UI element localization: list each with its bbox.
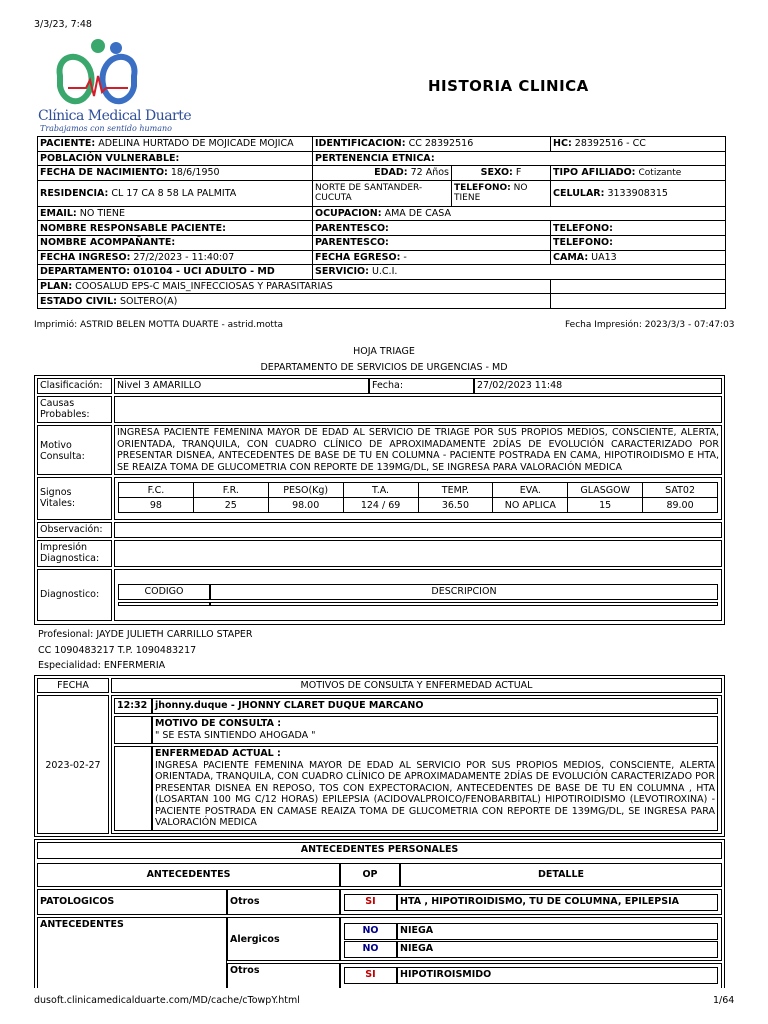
col-op: OP <box>340 863 400 887</box>
motivos-fecha: 2023-02-27 <box>37 695 109 834</box>
antecedentes-title: ANTECEDENTES PERSONALES <box>37 842 722 859</box>
fecha-label: Fecha: <box>369 378 474 394</box>
table-row: NOMBRE RESPONSABLE PACIENTE: PARENTESCO: TELEFONO: <box>38 221 726 236</box>
profesional-especialidad: Especialidad: ENFERMERIA <box>38 660 166 671</box>
vital-header: GLASGOW <box>568 483 643 498</box>
patologicos-op: SI <box>344 894 397 911</box>
printed-by: Imprimió: ASTRID BELEN MOTTA DUARTE - astrid.motta <box>34 320 284 330</box>
vital-header: PESO(Kg) <box>268 483 343 498</box>
impresion-value <box>114 540 722 567</box>
antecedentes-label: ANTECEDENTES <box>37 917 227 997</box>
patient-hc: 28392516 - CC <box>574 138 646 150</box>
print-date: Fecha Impresión: 2023/3/3 - 07:47:03 <box>565 320 735 330</box>
col-antecedentes: ANTECEDENTES <box>37 863 340 887</box>
table-row: DEPARTAMENTO: 010104 - UCI ADULTO - MD SERVICIO: U.C.I. <box>38 265 726 280</box>
vital-value: NO APLICA <box>493 498 568 513</box>
motivo-hora: 12:32 <box>114 698 152 714</box>
table-row: POBLACIÓN VULNERABLE: PERTENENCIA ETNICA: <box>38 151 726 166</box>
vital-value: 98 <box>119 498 194 513</box>
clasificacion-label: Clasificación: <box>37 378 112 394</box>
vital-header: TEMP. <box>418 483 493 498</box>
enfermedad-actual <box>152 746 718 831</box>
impresion-label: Impresión Diagnostica: <box>37 540 112 567</box>
patient-info-table <box>37 136 726 309</box>
vital-value: 124 / 69 <box>343 498 418 513</box>
clasificacion-value: Nivel 3 AMARILLO <box>114 378 369 394</box>
enfermedad-text: INGRESA PACIENTE FEMENINA MAYOR DE EDAD AL SERVICIO POR SUS PROPIOS MEDIOS, CONSCIENTE, ALERTA ORIENTADA, TRANQUILA, CON CUADRO CLÍNICO DE APROXIMADAMENTE 2DÍAS DE EVOLUCIÓN CARACTERIZADO POR PRESENTAR DISNEA EN REPOSO, TOS CON EXPECTORACION, ANTECEDENTES DE BASE DE TU EN COLUMNA , HTA (LOSARTAN 100 MG C/12 HORAS) EPILEPSIA (ACIDOVALPROICO/FENOBARBITAL) HIPOTIROIDISMO (LEVOTIROXINA) - PACIENTE POSTRADA EN CAMASE REAIZA TOMA DE GLUCOMETRIA CON REPORTE DE 139MG/DL, SE INGRESA PARA VALORACIÓN MEDICA <box>155 759 715 828</box>
enfermedad-spacer <box>114 746 152 831</box>
triage-title: HOJA TRIAGE <box>353 346 415 357</box>
clinic-slogan: Trabajamos con sentido humano <box>40 124 172 133</box>
motivo-spacer <box>114 716 152 744</box>
table-row: RESIDENCIA: CL 17 CA 8 58 LA PALMITA NORTE DE SANTANDER-CUCUTA TELEFONO: NO TIENE CELULAR: 3133908315 <box>38 180 726 206</box>
patologicos-label: PATOLOGICOS <box>37 889 227 915</box>
codigo-empty <box>118 602 210 606</box>
vital-header: SAT02 <box>643 483 718 498</box>
vital-header: EVA. <box>493 483 568 498</box>
fecha-value: 27/02/2023 11:48 <box>474 378 722 394</box>
alergicos-det-1: NIEGA <box>397 923 718 940</box>
vital-value: 98.00 <box>268 498 343 513</box>
alergicos-label: Alergicos <box>227 917 340 961</box>
patologicos-otros: Otros <box>227 889 340 915</box>
descripcion-empty <box>210 602 718 606</box>
col-detalle: DETALLE <box>400 863 722 887</box>
motivo-consulta-text: " SE ESTA SINTIENDO AHOGADA " <box>155 730 316 741</box>
observacion-label: Observación: <box>37 522 112 538</box>
causas-label: Causas Probables: <box>37 396 112 423</box>
diagnostico-label: Diagnostico: <box>37 569 112 621</box>
table-row: NOMBRE ACOMPAÑANTE: PARENTESCO: TELEFONO: <box>38 235 726 250</box>
table-row: FECHA DE NACIMIENTO: 18/6/1950 EDAD: 72 Años SEXO: F TIPO AFILIADO: Cotizante <box>38 166 726 181</box>
vitals-value-row <box>119 498 718 513</box>
motivo-consulta <box>152 716 718 744</box>
motivo-value: INGRESA PACIENTE FEMENINA MAYOR DE EDAD AL SERVICIO DE TRIAGE POR SUS PROPIOS MEDIOS, CONSCIENTE, ALERTA, ORIENTADA, TRANQUILA, CON CUADRO CLÍNICO DE APROXIMADAMENTE 2DÍAS DE EVOLUCIÓN CARACTERIZADO POR PRESENTAR DISNEA, ANTECEDENTES DE BASE DE TU EN COLUMNA - PACIENTE POSTRADA EN CAMA, HIPOTIROIDISMO E HTA, SE REAIZA TOMA DE GLUCOMETRIA CON REPORTE DE 139MG/DL, SE INGRESA PARA VALORACIÓN MEDICA <box>114 425 722 475</box>
vitals-header-row <box>119 483 718 498</box>
document-title: HISTORIA CLINICA <box>428 77 589 95</box>
alergicos-op-2: NO <box>344 941 397 958</box>
vital-value: 89.00 <box>643 498 718 513</box>
patient-name: ADELINA HURTADO DE MOJICADE MOJICA <box>98 138 294 150</box>
motivos-header: MOTIVOS DE CONSULTA Y ENFERMEDAD ACTUAL <box>111 678 722 693</box>
alergicos-det-2: NIEGA <box>397 941 718 958</box>
patologicos-detalle: HTA , HIPOTIROIDISMO, TU DE COLUMNA, EPILEPSIA <box>397 894 718 911</box>
otros2-op: SI <box>344 967 397 984</box>
otros2-detalle: HIPOTIROISMIDO <box>397 967 718 984</box>
motivo-usuario: jhonny.duque - JHONNY CLARET DUQUE MARCANO <box>152 698 718 714</box>
print-datetime: 3/3/23, 7:48 <box>34 19 92 30</box>
vital-header: F.R. <box>193 483 268 498</box>
vital-value: 15 <box>568 498 643 513</box>
table-row: PACIENTE: ADELINA HURTADO DE MOJICADE MOJICA IDENTIFICACION: CC 28392516 HC: 28392516 - CC <box>38 137 726 152</box>
table-row: PLAN: COOSALUD EPS-C MAIS_INFECCIOSAS Y PARASITARIAS <box>38 279 726 294</box>
motivo-consulta-label: MOTIVO DE CONSULTA : <box>155 718 282 729</box>
motivos-fecha-header: FECHA <box>37 678 109 693</box>
motivo-label: Motivo Consulta: <box>37 425 112 475</box>
vital-header: T.A. <box>343 483 418 498</box>
descripcion-header: DESCRIPCION <box>210 584 718 600</box>
vitals-table <box>118 482 718 513</box>
table-row: FECHA INGRESO: 27/2/2023 - 11:40:07 FECHA EGRESO: - CAMA: UA13 <box>38 250 726 265</box>
profesional-name: Profesional: JAYDE JULIETH CARRILLO STAPER <box>38 629 253 640</box>
vital-value: 25 <box>193 498 268 513</box>
observacion-value <box>114 522 722 538</box>
vital-value: 36.50 <box>418 498 493 513</box>
enfermedad-label: ENFERMEDAD ACTUAL : <box>155 748 281 759</box>
table-row: EMAIL: NO TIENE OCUPACION: AMA DE CASA <box>38 206 726 221</box>
patient-id: CC 28392516 <box>408 138 474 150</box>
codigo-header: CODIGO <box>118 584 210 600</box>
causas-value <box>114 396 722 423</box>
signos-label: Signos Vitales: <box>37 477 112 520</box>
clinic-name: Clínica Medical Duarte <box>38 108 192 124</box>
alergicos-op-1: NO <box>344 923 397 940</box>
table-row: ESTADO CIVIL: SOLTERO(A) <box>38 294 726 309</box>
profesional-registro: CC 1090483217 T.P. 1090483217 <box>38 645 197 656</box>
vital-header: F.C. <box>119 483 194 498</box>
footer-page-number: 1/64 <box>713 995 735 1006</box>
footer-url[interactable]: dusoft.clinicamedicalduarte.com/MD/cache/cTowpY.html <box>34 995 300 1006</box>
otros2-label: Otros <box>227 963 340 997</box>
triage-department: DEPARTAMENTO DE SERVICIOS DE URGENCIAS - MD <box>260 362 508 373</box>
